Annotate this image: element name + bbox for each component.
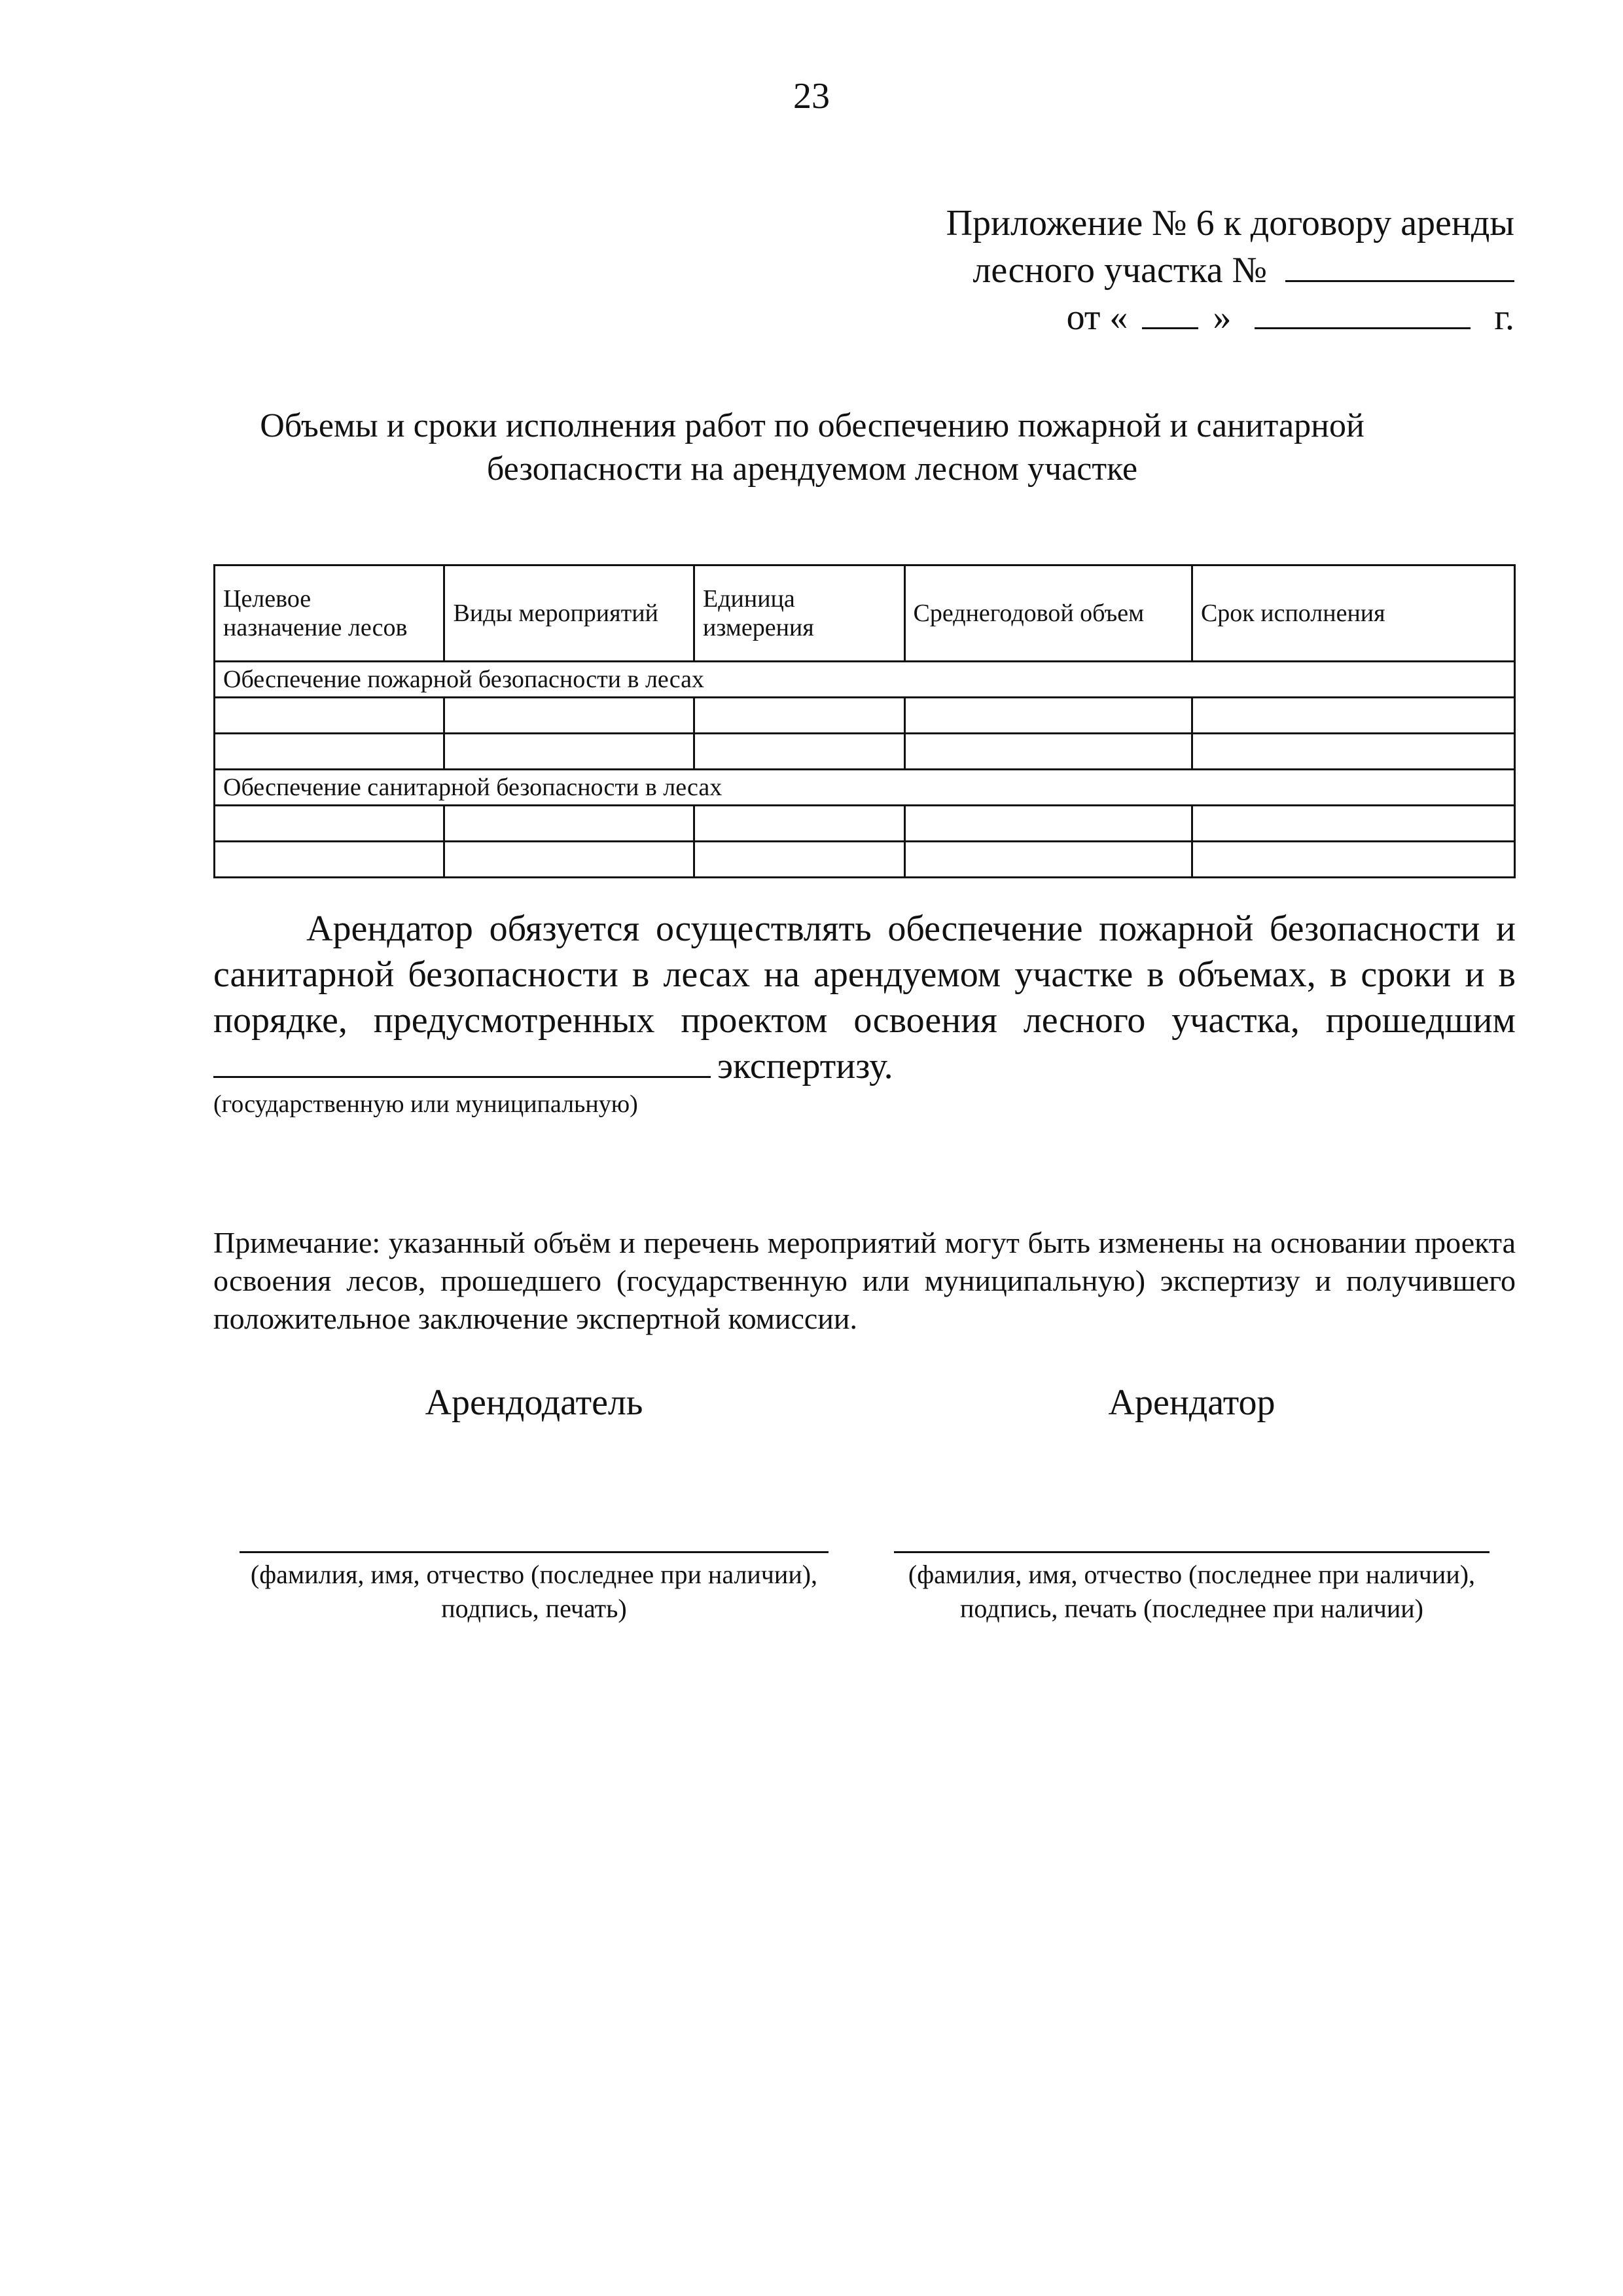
expertise-type-caption: (государственную или муниципальную) (213, 1090, 638, 1118)
appendix-lot-label: лесного участка № (972, 250, 1267, 291)
title-line-2: безопасности на арендуемом лесном участке (486, 450, 1138, 488)
lessor-caption-line-2: подпись, печать) (441, 1594, 627, 1623)
table-cell[interactable] (444, 806, 694, 842)
obligation-text: Арендатор обязуется осуществлять обеспечение пожарной безопасности и санитарной безопасности в лесах на арендуемом участке в объемах, в сроки и в порядке, предусмотренных проектом освоения лесного участка, прошедшим (213, 908, 1516, 1041)
table-cell[interactable] (904, 698, 1192, 734)
table-cell[interactable] (694, 842, 904, 878)
lessee-caption-line-2: подпись, печать (последнее при наличии) (959, 1594, 1423, 1623)
table-row (215, 734, 1515, 770)
lessor-signature-line[interactable] (240, 1551, 829, 1553)
table-cell[interactable] (694, 734, 904, 770)
note-block (213, 1224, 1516, 1338)
lessee-signature-caption (877, 1558, 1507, 1626)
section-row-fire (215, 662, 1515, 698)
date-prefix: от « (1066, 297, 1128, 338)
table-row (215, 806, 1515, 842)
header-annual-volume: Среднегодовой объем (904, 565, 1192, 662)
header-deadline: Срок исполнения (1192, 565, 1514, 662)
table-cell[interactable] (1192, 806, 1514, 842)
table-cell[interactable] (215, 842, 444, 878)
table-cell[interactable] (444, 734, 694, 770)
lessor-signature-caption (223, 1558, 846, 1626)
lessee-signature-line[interactable] (894, 1551, 1489, 1553)
lessee-label: Арендатор (1108, 1382, 1275, 1423)
header-activities: Виды мероприятий (444, 565, 694, 662)
lessor-label: Арендодатель (425, 1382, 643, 1423)
table-cell[interactable] (215, 806, 444, 842)
table-cell[interactable] (444, 842, 694, 878)
date-suffix: г. (1494, 297, 1514, 338)
obligation-last-line (213, 1043, 1516, 1089)
title-line-1: Объемы и сроки исполнения работ по обеспечению пожарной и санитарной (260, 407, 1364, 444)
page-number: 23 (793, 76, 830, 117)
table-cell[interactable] (215, 698, 444, 734)
appendix-header (946, 200, 1514, 341)
header-unit: Единица измерения (694, 565, 904, 662)
table-cell[interactable] (1192, 734, 1514, 770)
section-sanitary-safety: Обеспечение санитарной безопасности в лесах (215, 770, 1515, 806)
table-cell[interactable] (904, 806, 1192, 842)
section-row-sanitary (215, 770, 1515, 806)
table-cell[interactable] (904, 734, 1192, 770)
obligation-tail: экспертизу. (717, 1046, 893, 1086)
expertise-type-blank[interactable] (213, 1045, 711, 1078)
table-cell[interactable] (1192, 698, 1514, 734)
table-row (215, 842, 1515, 878)
date-mid: » (1213, 297, 1232, 338)
lessor-caption-line-1: (фамилия, имя, отчество (последнее при наличии), (250, 1560, 818, 1589)
appendix-line-3 (946, 294, 1514, 341)
header-purpose: Целевое назначение лесов (215, 565, 444, 662)
obligation-paragraph (213, 906, 1516, 1119)
appendix-line-2 (946, 247, 1514, 294)
table-cell[interactable] (444, 698, 694, 734)
table-cell[interactable] (694, 698, 904, 734)
document-title (109, 404, 1516, 491)
table-cell[interactable] (215, 734, 444, 770)
note-text: Примечание: указанный объём и перечень мероприятий могут быть изменены на основании проекта освоения лесов, прошедшего (государственную или муниципальную) экспертизу и получившего положительное заключение экспертной комиссии. (213, 1226, 1516, 1335)
month-year-blank[interactable] (1255, 296, 1471, 329)
lot-number-blank[interactable] (1285, 249, 1514, 282)
appendix-line-1: Приложение № 6 к договору аренды (946, 203, 1514, 243)
works-table (213, 564, 1516, 878)
lessee-caption-line-1: (фамилия, имя, отчество (последнее при наличии), (908, 1560, 1476, 1589)
table-cell[interactable] (1192, 842, 1514, 878)
table-cell[interactable] (904, 842, 1192, 878)
table-cell[interactable] (694, 806, 904, 842)
table-header-row (215, 565, 1515, 662)
table-row (215, 698, 1515, 734)
section-fire-safety: Обеспечение пожарной безопасности в лесах (215, 662, 1515, 698)
day-blank[interactable] (1142, 296, 1198, 329)
